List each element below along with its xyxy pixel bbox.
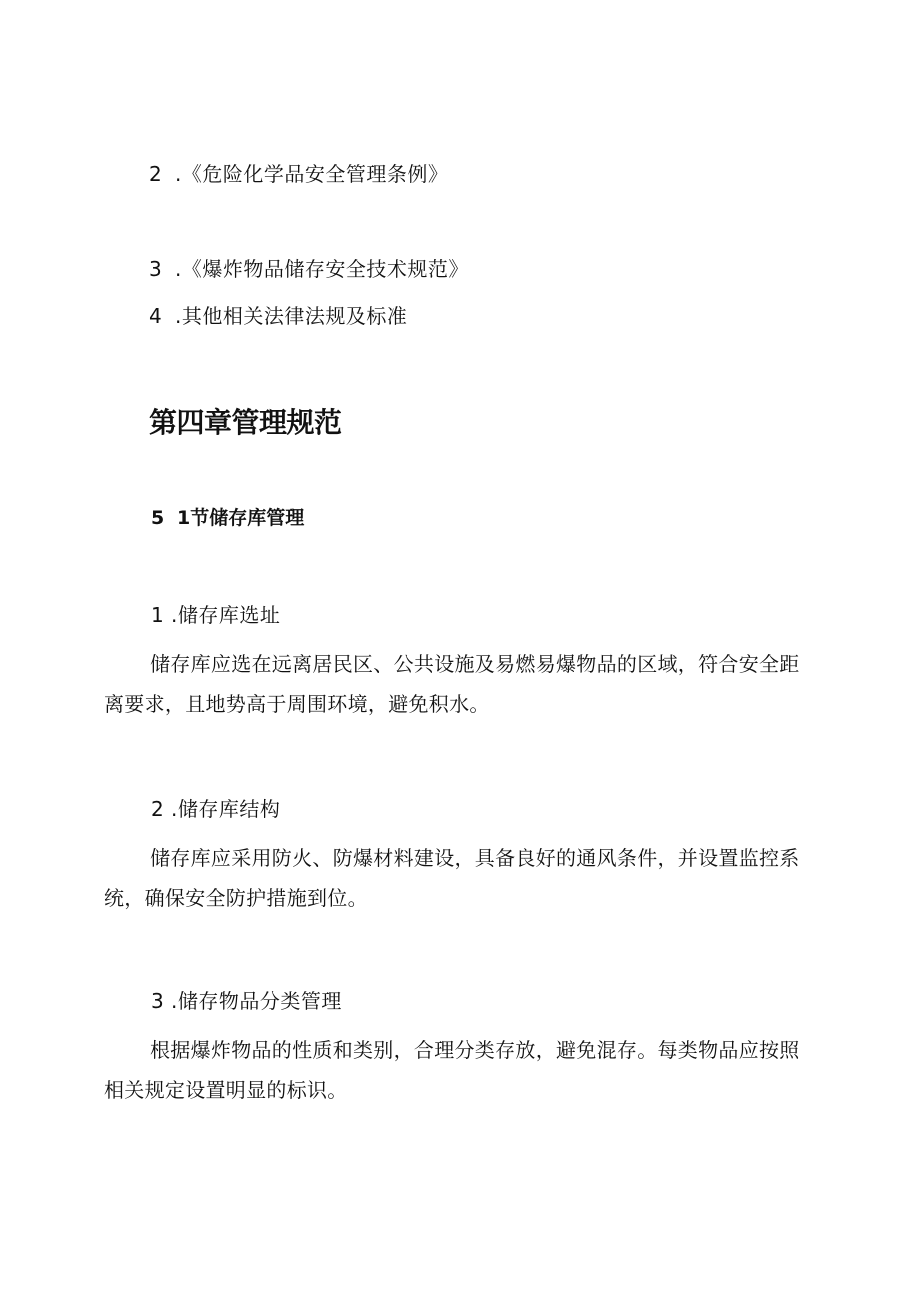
section-number: 5 <box>151 507 165 529</box>
reference-number: 3 <box>149 257 163 281</box>
item-body: 根据爆炸物品的性质和类别，合理分类存放，避免混存。每类物品应按照相关规定设置明显的标识。 <box>104 1038 800 1102</box>
section-title <box>151 505 304 531</box>
item-heading <box>151 796 280 822</box>
reference-text: .其他相关法律法规及标准 <box>175 304 408 328</box>
reference-item <box>149 303 407 329</box>
reference-text: .《危险化学品安全管理条例》 <box>175 162 449 186</box>
reference-number: 4 <box>149 304 163 328</box>
item-body: 储存库应采用防火、防爆材料建设，具备良好的通风条件，并设置监控系统，确保安全防护措施到位。 <box>104 846 800 910</box>
item-number: 3 <box>151 989 165 1013</box>
item-number: 2 <box>151 797 165 821</box>
reference-number: 2 <box>149 162 163 186</box>
item-heading-text: .储存库结构 <box>171 797 281 821</box>
item-heading-text: .储存库选址 <box>171 603 281 627</box>
reference-item <box>149 256 469 282</box>
item-heading <box>151 602 280 628</box>
item-heading <box>151 988 342 1014</box>
item-heading-text: .储存物品分类管理 <box>171 989 342 1013</box>
reference-text: .《爆炸物品储存安全技术规范》 <box>175 257 469 281</box>
reference-item <box>149 161 448 187</box>
item-body: 储存库应选在远离居民区、公共设施及易燃易爆物品的区域，符合安全距离要求，且地势高于周围环境，避免积水。 <box>104 652 800 716</box>
section-title-text: 1节储存库管理 <box>177 507 305 529</box>
item-number: 1 <box>151 603 165 627</box>
chapter-title: 第四章管理规范 <box>149 406 342 439</box>
